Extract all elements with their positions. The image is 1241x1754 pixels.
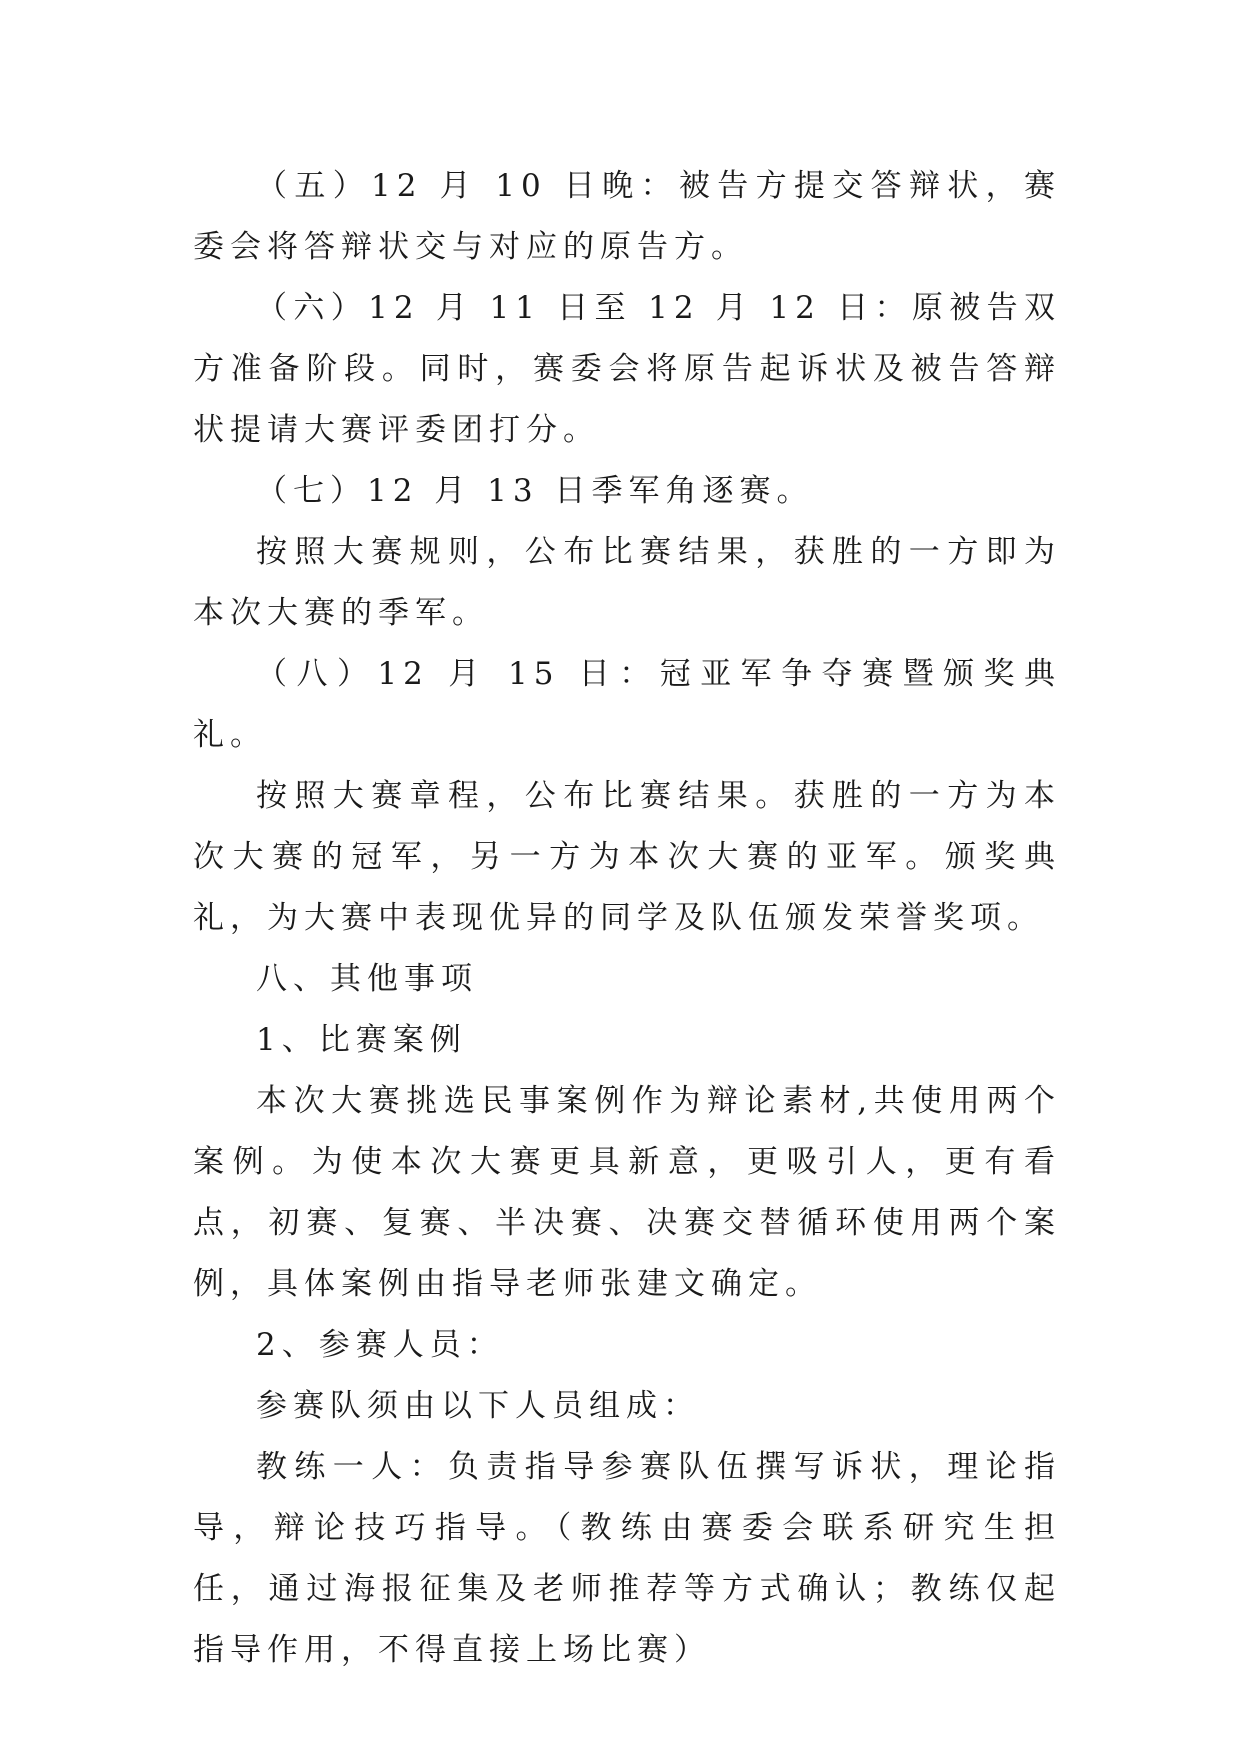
document-body: [193, 156, 1061, 1681]
paragraph-final-result: 按照大赛章程，公布比赛结果。获胜的一方为本次大赛的冠军，另一方为本次大赛的亚军。颁奖典礼，为大赛中表现优异的同学及队伍颁发荣誉奖项。: [193, 778, 1061, 936]
section-heading-other-matters: 八、其他事项: [256, 961, 478, 997]
paragraph-schedule-5: （五）12 月 10 日晚：被告方提交答辩状，赛委会将答辩状交与对应的原告方。: [193, 168, 1061, 265]
paragraph-third-place-result: 按照大赛规则，公布比赛结果，获胜的一方即为本次大赛的季军。: [193, 534, 1061, 631]
paragraph-team-composition: 参赛队须由以下人员组成：: [256, 1388, 700, 1424]
paragraph-schedule-8: （八）12 月 15 日：冠亚军争夺赛暨颁奖典礼。: [193, 656, 1061, 753]
subheading-participants: 2、参赛人员：: [256, 1327, 504, 1363]
paragraph-schedule-6: （六）12 月 11 日至 12 月 12 日：原被告双方准备阶段。同时，赛委会将原告起诉状及被告答辩状提请大赛评委团打分。: [193, 290, 1061, 448]
paragraph-competition-cases: 本次大赛挑选民事案例作为辩论素材,共使用两个案例。为使本次大赛更具新意，更吸引人，更有看点，初赛、复赛、半决赛、决赛交替循环使用两个案例，具体案例由指导老师张建文确定。: [193, 1083, 1061, 1302]
paragraph-schedule-7: （七）12 月 13 日季军角逐赛。: [256, 473, 814, 509]
subheading-competition-cases: 1、比赛案例: [256, 1022, 467, 1058]
paragraph-coach-role: 教练一人：负责指导参赛队伍撰写诉状，理论指导，辩论技巧指导。（教练由赛委会联系研究生担任，通过海报征集及老师推荐等方式确认；教练仅起指导作用，不得直接上场比赛）: [193, 1449, 1061, 1668]
